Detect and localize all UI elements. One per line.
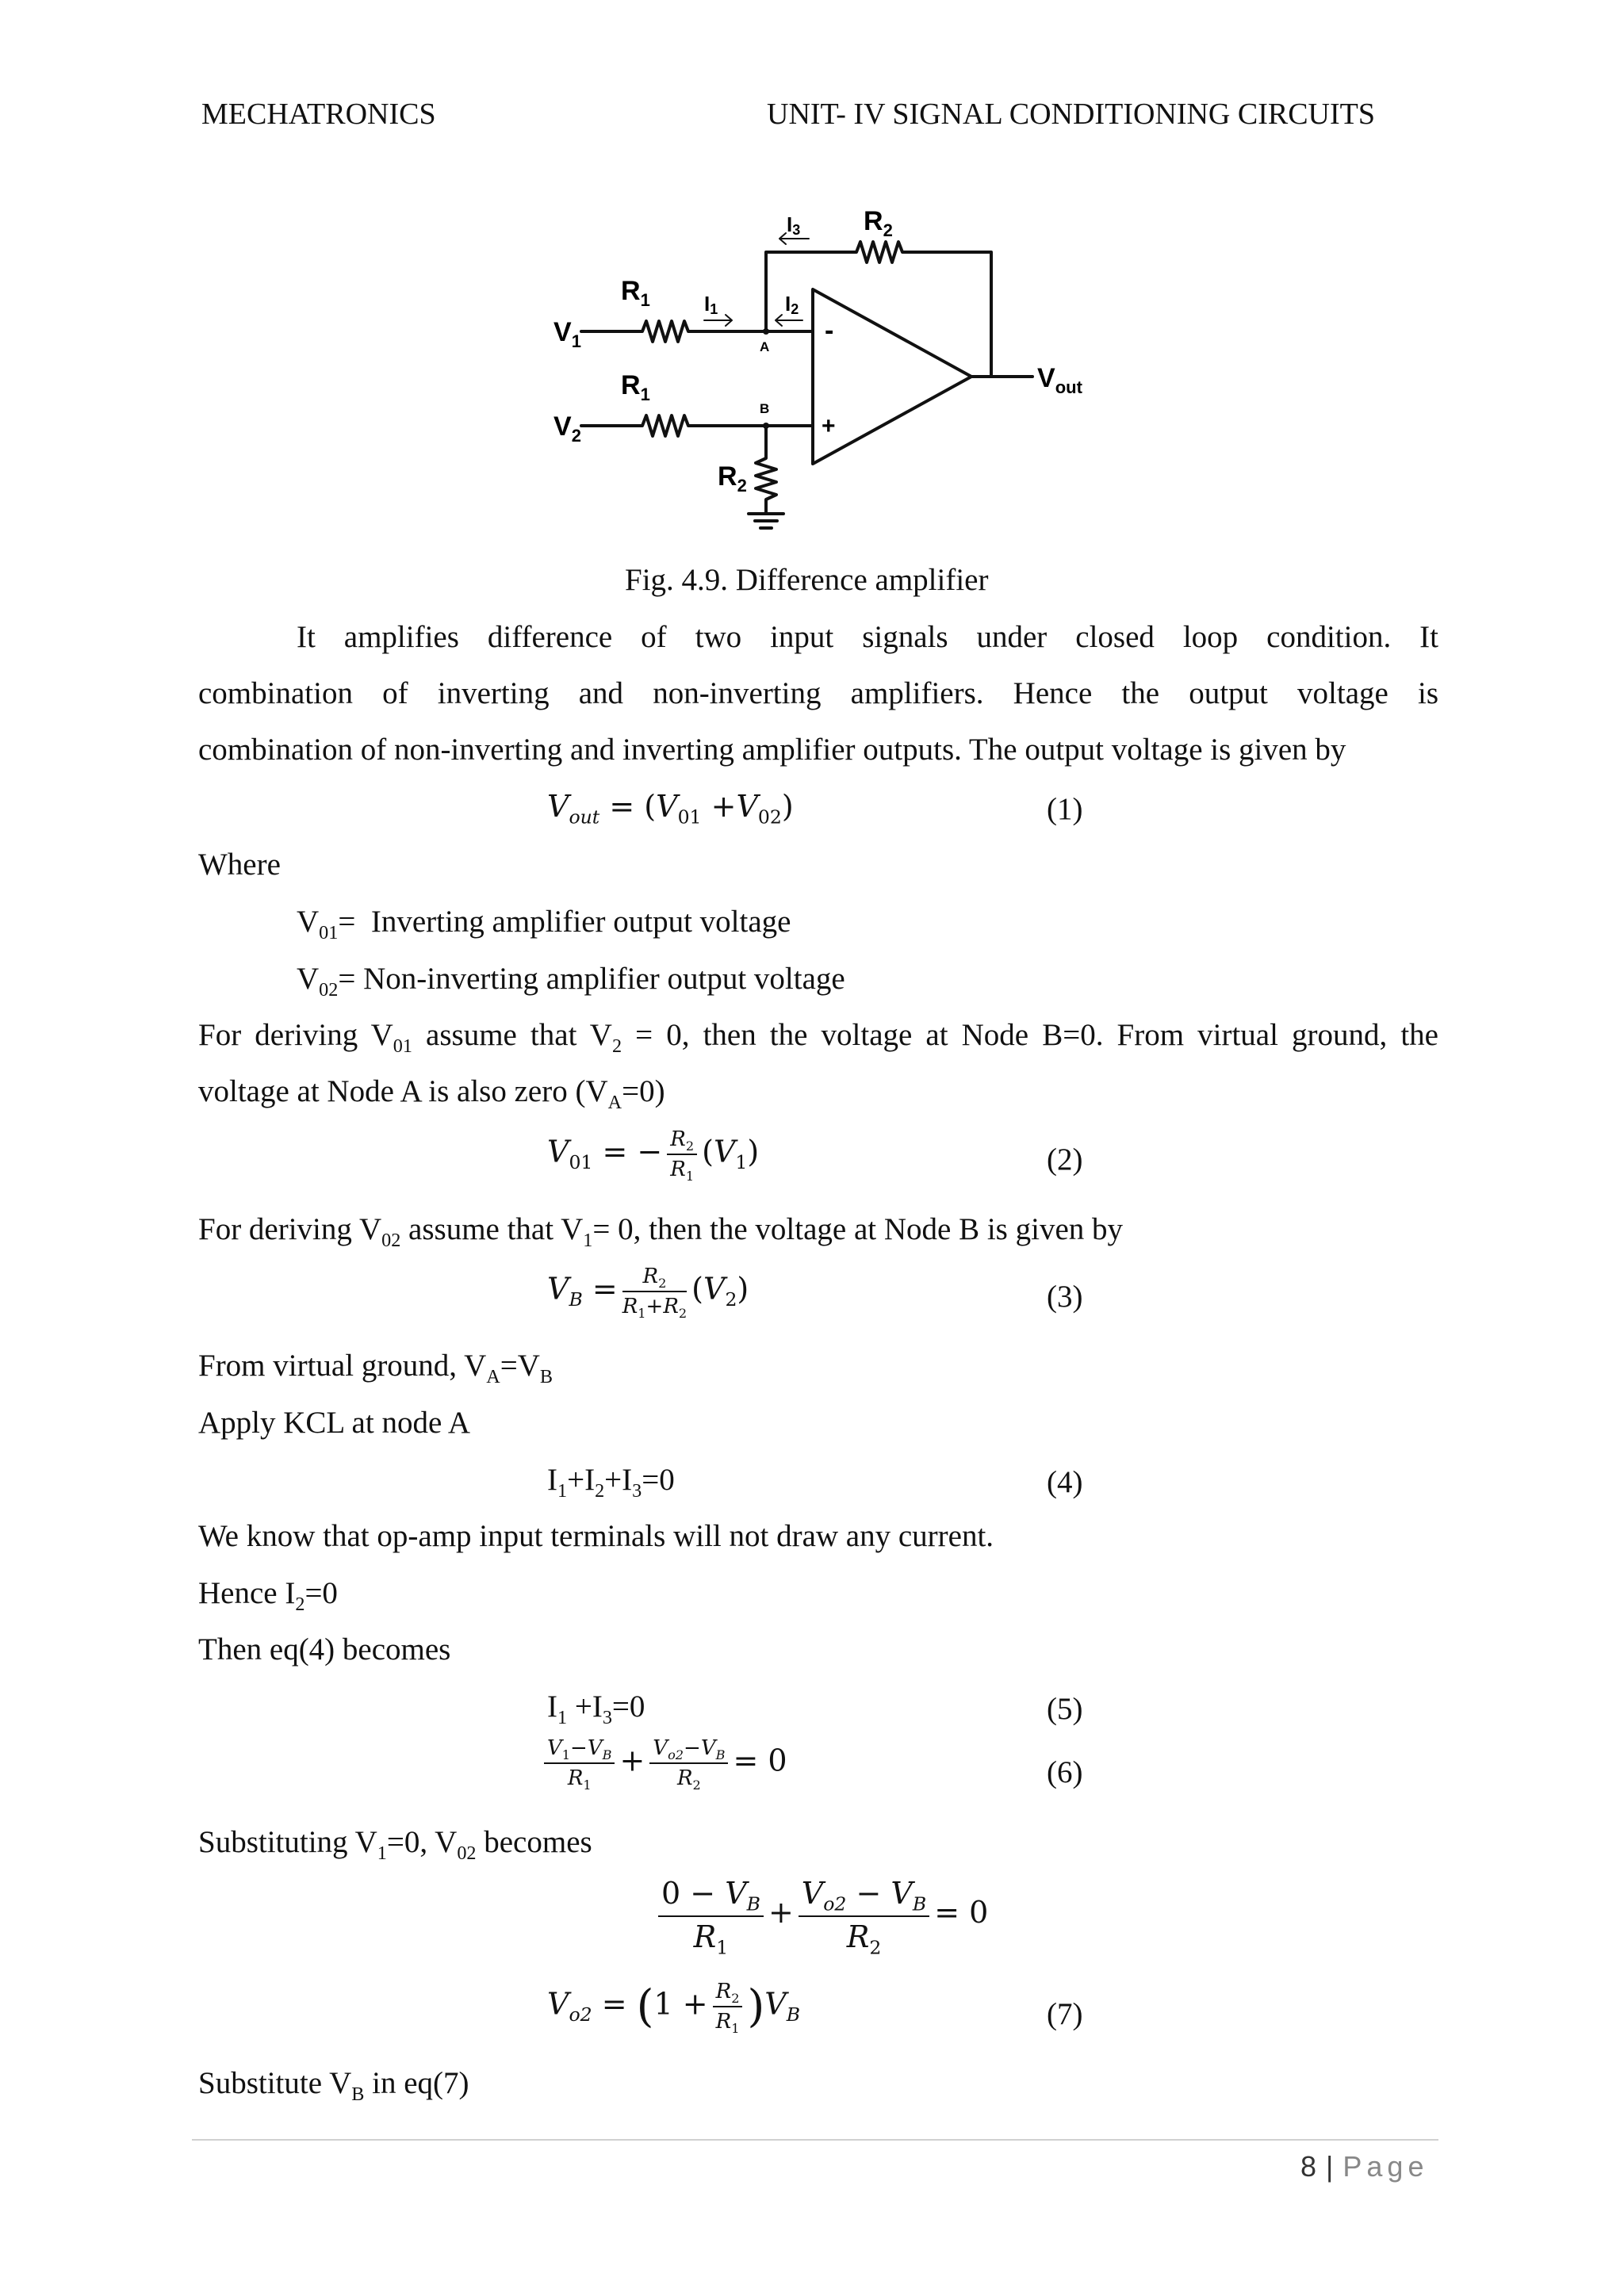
header-left: MECHATRONICS — [201, 98, 436, 131]
r1-bottom-resistor — [581, 415, 813, 436]
i3-label: I3 — [787, 212, 801, 238]
node-a-label: A — [760, 339, 770, 354]
r1-top-label: $R_1$ — [621, 276, 650, 310]
footer-divider — [192, 2139, 1438, 2141]
vout-label: $V_{out}$ — [1037, 363, 1082, 397]
eq-number-5: (5) — [1047, 1692, 1083, 1726]
ground-icon — [749, 514, 783, 528]
node-a-dot — [763, 328, 769, 335]
know-line: We know that op-amp input terminals will not draw any current. — [198, 1519, 994, 1553]
deriving-v02: For deriving $V_{02}$ assume that $V_1= 0$, then the voltage at Node B is given by — [198, 1212, 1124, 1251]
then-eq4: Then eq(4) becomes — [198, 1632, 451, 1667]
v1-label: $V_1$ — [553, 317, 581, 351]
equation-3: $V_B$ = $\frac{R_2}{R_1+R_2}$ $(V_2)$ — [547, 1265, 749, 1322]
equation-5: $I_1 +I_3=0$ — [547, 1689, 645, 1728]
eq-number-1: (1) — [1047, 792, 1083, 826]
page-number: 8 | Page — [1300, 2150, 1429, 2183]
eq-number-7: (7) — [1047, 1997, 1083, 2031]
r2-ground-resistor — [756, 426, 776, 512]
i1-arrow-icon — [704, 315, 732, 326]
equation-7: $V_{o2} = (1$ + $\frac{R_2}{R_1}$ )$V_B$ — [547, 1980, 801, 2037]
para1-line1: It amplifies difference of two input signals under closed loop condition. It — [297, 620, 1438, 654]
eq-number-4: (4) — [1047, 1465, 1083, 1499]
substitute-vb: Substitute $V_B$ in eq(7) — [198, 2066, 469, 2105]
equation-substituted: $\frac{0 - V_B}{R_1}$ + $\frac{V_{o2} - V_B}{R_2}$ = 0 — [658, 1876, 988, 1954]
substituting-line: Substituting $V_1=0$, $V_{02}$ becomes — [198, 1825, 592, 1864]
equation-2: $V_{01}$ = − $\frac{R_2}{R_1}$ $(V_1)$ — [547, 1127, 760, 1184]
eq-number-3: (3) — [1047, 1280, 1083, 1314]
eq-number-6: (6) — [1047, 1755, 1083, 1789]
figure-caption: Fig. 4.9. Difference amplifier — [625, 563, 989, 597]
feedback-r2-resistor — [766, 242, 991, 377]
def-v02: $V_{02}=$ Non-inverting amplifier output voltage — [297, 962, 845, 1001]
r2-ground-label: $R_2$ — [718, 461, 747, 496]
deriving-v01-line1: For deriving $V_{01}$ assume that $V_2 = 0$, then the voltage at Node B=0. From virtual ground, the — [198, 1018, 1438, 1057]
op-amp-triangle — [813, 289, 971, 464]
para1-line2: combination of inverting and non-inverting amplifiers. Hence the output voltage is — [198, 676, 1438, 710]
v2-label: $V_2$ — [553, 411, 581, 446]
header-right: UNIT- IV SIGNAL CONDITIONING CIRCUITS — [767, 98, 1375, 131]
r2-feedback-label: $R_2$ — [864, 206, 893, 240]
difference-amplifier-circuit — [539, 198, 1110, 531]
node-b-label: B — [760, 401, 770, 416]
virtual-ground-line: From virtual ground, $V_A=V_B$ — [198, 1349, 553, 1387]
where-label: Where — [198, 848, 281, 882]
para1-line3: combination of non-inverting and inverting amplifier outputs. The output voltage is given by — [198, 733, 1346, 767]
plus-terminal: + — [822, 413, 836, 439]
i1-label: I1 — [704, 292, 718, 317]
equation-6: $\frac{V_1-V_B}{R_1}$ + $\frac{V_{o2}-V_B}{R_2}$ = 0 — [544, 1736, 787, 1790]
equation-4: $I_1+I_2+I_3=0$ — [547, 1463, 675, 1502]
def-v01: $V_{01}=$ Inverting amplifier output voltage — [297, 905, 791, 943]
deriving-v01-line2: voltage at Node A is also zero $(V_A=0)$ — [198, 1074, 665, 1113]
node-b-dot — [763, 423, 769, 429]
r1-bottom-label: $R_1$ — [621, 370, 650, 404]
hence-i2: Hence $I_2=0$ — [198, 1576, 338, 1615]
apply-kcl: Apply KCL at node A — [198, 1406, 471, 1440]
i2-label: I2 — [785, 292, 799, 317]
eq-number-2: (2) — [1047, 1142, 1083, 1177]
r1-top-resistor — [581, 321, 813, 342]
equation-1: $V_{out} = (V_{01} +V_{02})$ — [547, 789, 794, 828]
minus-terminal: - — [825, 316, 834, 346]
